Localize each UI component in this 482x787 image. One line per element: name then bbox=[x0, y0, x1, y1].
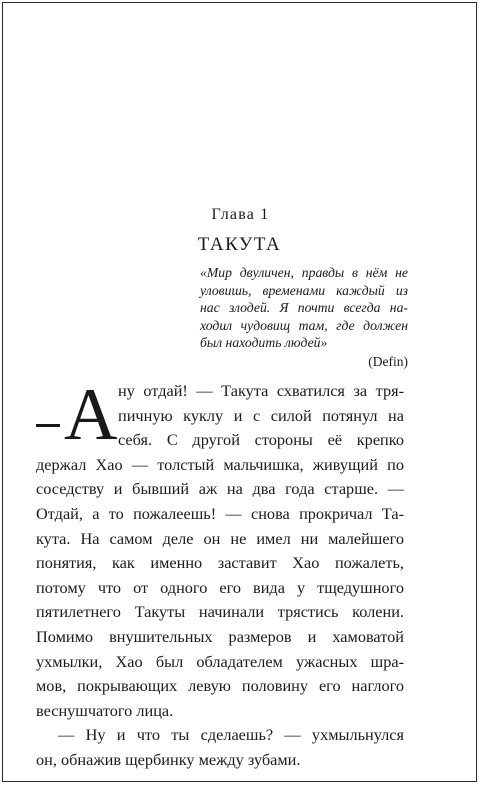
body-line: пичную куклу и с силой потянул на bbox=[118, 405, 404, 425]
body-line: потому что от одного его вида у тщедушного bbox=[36, 577, 404, 597]
epigraph-line: был находить людей» bbox=[200, 335, 328, 350]
body-line: — Ну и что ты сделаешь? — ухмыльнулся bbox=[58, 725, 404, 745]
dropcap-letter: А bbox=[64, 374, 118, 456]
body-line: себя. С другой стороны её крепко bbox=[118, 430, 404, 450]
body-line: соседству и бывший аж на два года старше. — bbox=[36, 479, 404, 499]
epigraph-line: ходил чудовищ там, где должен bbox=[200, 317, 408, 333]
body-line: пятилетнего Такуты начинали трястись колени. bbox=[36, 602, 404, 622]
epigraph bbox=[200, 264, 408, 372]
epigraph-line: нас злодей. Я почти всегда на- bbox=[200, 300, 408, 315]
chapter-number: Глава 1 bbox=[211, 206, 270, 223]
body-line: Отдай, а то пожалеешь! — снова прокричал Та- bbox=[36, 503, 404, 523]
body-line: кута. На самом деле он не имел ни малейшего bbox=[36, 528, 404, 548]
chapter-body bbox=[36, 374, 404, 773]
body-line: веснушчатого лица. bbox=[36, 700, 174, 720]
epigraph-line: «Мир двуличен, правды в нём не bbox=[200, 265, 408, 280]
chapter-title: ТАКУТА bbox=[197, 234, 282, 255]
epigraph-line: уловишь, временами каждый из bbox=[200, 282, 408, 298]
epigraph-author: (Defin) bbox=[368, 353, 408, 369]
body-line: ухмылки, Хао был обладателем ужасных шра- bbox=[36, 651, 404, 671]
body-line: Помимо внушительных размеров и хамоватой bbox=[36, 626, 404, 646]
body-line: ну отдай! — Такута схватился за тря- bbox=[118, 381, 404, 400]
body-line: он, обнажив щербинку между зубами. bbox=[36, 749, 301, 769]
body-line: держал Хао — толстый мальчишка, живущий по bbox=[36, 454, 404, 474]
body-line: понятия, как именно заставит Хао пожалеть, bbox=[36, 553, 404, 573]
body-line: мов, покрывающих левую половину его наглого bbox=[36, 676, 404, 696]
